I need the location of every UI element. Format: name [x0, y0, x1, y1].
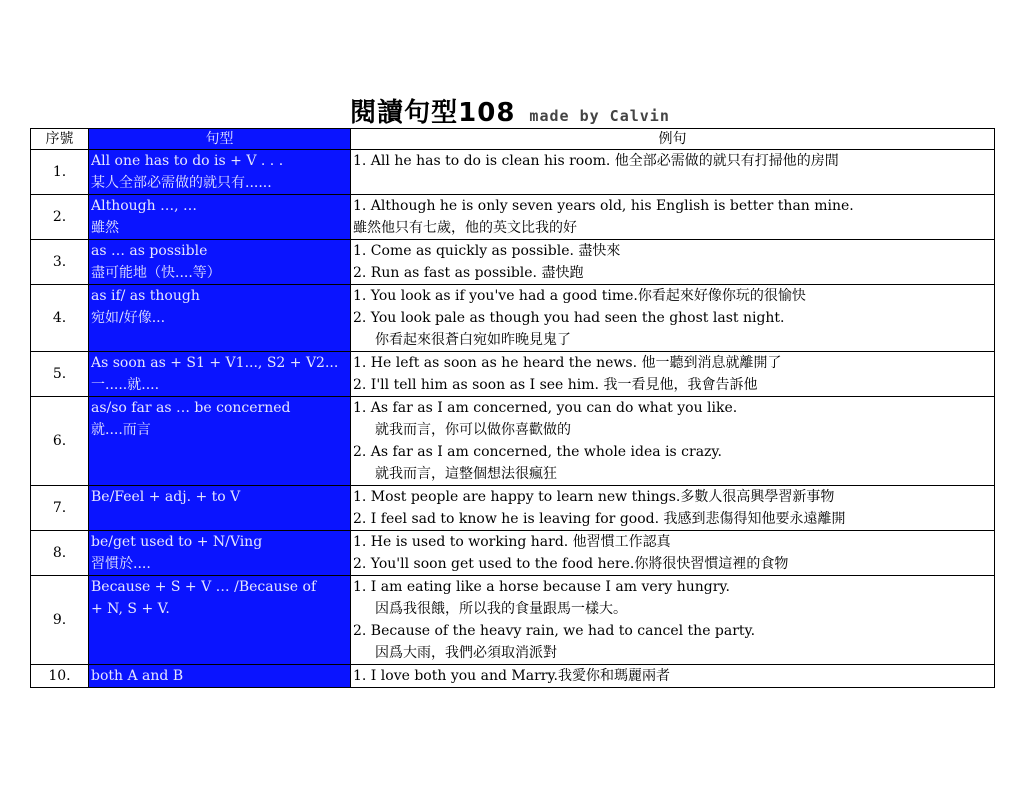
row-number: 2. [31, 195, 89, 240]
pattern-cell [89, 240, 351, 285]
example-cell [351, 576, 995, 665]
row-number: 6. [31, 397, 89, 486]
pattern-line: both A and B [91, 668, 184, 684]
row-number: 1. [31, 150, 89, 195]
example-line: 1. You look as if you've had a good time.你看起來好像你玩的很愉快 [353, 288, 806, 304]
table-row [31, 150, 995, 195]
example-cell [351, 665, 995, 688]
table-row [31, 352, 995, 397]
example-line: 就我而言，你可以做你喜歡做的 [375, 422, 571, 438]
example-cell [351, 195, 995, 240]
example-cell [351, 150, 995, 195]
document-header [0, 92, 1020, 129]
pattern-line: as/so far as … be concerned [91, 400, 291, 416]
column-header-number: 序號 [31, 129, 89, 150]
pattern-line: 某人全部必需做的就只有...... [91, 175, 272, 191]
example-line: 2. Run as fast as possible. 盡快跑 [353, 265, 584, 281]
pattern-cell [89, 576, 351, 665]
page-subtitle: made by Calvin [529, 107, 670, 125]
example-line: 1. All he has to do is clean his room. 他全部必需做的就只有打掃他的房間 [353, 153, 839, 169]
table-row [31, 486, 995, 531]
pattern-line: As soon as + S1 + V1..., S2 + V2... [91, 355, 339, 371]
sentence-pattern-table [30, 128, 995, 688]
row-number: 5. [31, 352, 89, 397]
pattern-line: 習慣於.... [91, 556, 151, 572]
example-line: 1. Although he is only seven years old, his English is better than mine. [353, 198, 854, 214]
example-line: 就我而言，這整個想法很瘋狂 [375, 466, 557, 482]
example-line: 雖然他只有七歲，他的英文比我的好 [353, 220, 577, 236]
pattern-cell [89, 531, 351, 576]
example-line: 你看起來很蒼白宛如昨晚見鬼了 [375, 332, 571, 348]
example-cell [351, 240, 995, 285]
example-cell [351, 486, 995, 531]
row-number: 4. [31, 285, 89, 352]
pattern-line: as if/ as though [91, 288, 200, 304]
pattern-line: be/get used to + N/Ving [91, 534, 263, 550]
example-line: 1. I am eating like a horse because I am very hungry. [353, 579, 730, 595]
pattern-cell [89, 397, 351, 486]
example-line: 因爲我很餓，所以我的食量跟馬一樣大。 [375, 601, 627, 617]
column-header-example: 例句 [351, 129, 995, 150]
example-line: 1. Most people are happy to learn new things.多數人很高興學習新事物 [353, 489, 835, 505]
table-row [31, 240, 995, 285]
pattern-line: 就....而言 [91, 422, 151, 438]
example-cell [351, 397, 995, 486]
page-title: 閱讀句型108 [350, 98, 516, 128]
pattern-line: Although …, … [91, 198, 198, 214]
pattern-line: All one has to do is + V . . . [91, 153, 284, 169]
example-line: 因爲大雨，我們必須取消派對 [375, 645, 557, 661]
column-header-pattern: 句型 [89, 129, 351, 150]
pattern-cell [89, 285, 351, 352]
table-row [31, 665, 995, 688]
row-number: 10. [31, 665, 89, 688]
example-line: 1. He left as soon as he heard the news. 他一聽到消息就離開了 [353, 355, 782, 371]
table-row [31, 576, 995, 665]
example-line: 2. I feel sad to know he is leaving for good. 我感到悲傷得知他要永遠離開 [353, 511, 846, 527]
example-line: 2. As far as I am concerned, the whole idea is crazy. [353, 444, 722, 460]
table-row [31, 531, 995, 576]
table-row [31, 195, 995, 240]
table-row [31, 285, 995, 352]
pattern-cell [89, 195, 351, 240]
pattern-line: + N, S + V. [91, 601, 170, 617]
pattern-line: 盡可能地（快....等） [91, 265, 221, 281]
pattern-line: 宛如/好像... [91, 310, 166, 326]
example-line: 1. Come as quickly as possible. 盡快來 [353, 243, 621, 259]
example-line: 1. As far as I am concerned, you can do what you like. [353, 400, 738, 416]
row-number: 9. [31, 576, 89, 665]
table-header-row [31, 129, 995, 150]
pattern-cell [89, 150, 351, 195]
example-line: 2. You look pale as though you had seen the ghost last night. [353, 310, 785, 326]
pattern-cell [89, 486, 351, 531]
example-line: 2. I'll tell him as soon as I see him. 我一看見他，我會告訴他 [353, 377, 758, 393]
example-line: 2. You'll soon get used to the food here.你將很快習慣這裡的食物 [353, 556, 789, 572]
pattern-line: 雖然 [91, 220, 119, 236]
example-line: 1. I love both you and Marry.我愛你和瑪麗兩者 [353, 668, 670, 684]
example-cell [351, 285, 995, 352]
pattern-cell [89, 352, 351, 397]
row-number: 7. [31, 486, 89, 531]
pattern-cell [89, 665, 351, 688]
row-number: 3. [31, 240, 89, 285]
pattern-line: 一.....就.... [91, 377, 160, 393]
example-cell [351, 352, 995, 397]
pattern-line: as … as possible [91, 243, 208, 259]
pattern-line: Because + S + V … /Because of [91, 579, 317, 595]
example-line: 1. He is used to working hard. 他習慣工作認真 [353, 534, 671, 550]
example-cell [351, 531, 995, 576]
table-row [31, 397, 995, 486]
pattern-line: Be/Feel + adj. + to V [91, 489, 241, 505]
example-line: 2. Because of the heavy rain, we had to cancel the party. [353, 623, 756, 639]
row-number: 8. [31, 531, 89, 576]
